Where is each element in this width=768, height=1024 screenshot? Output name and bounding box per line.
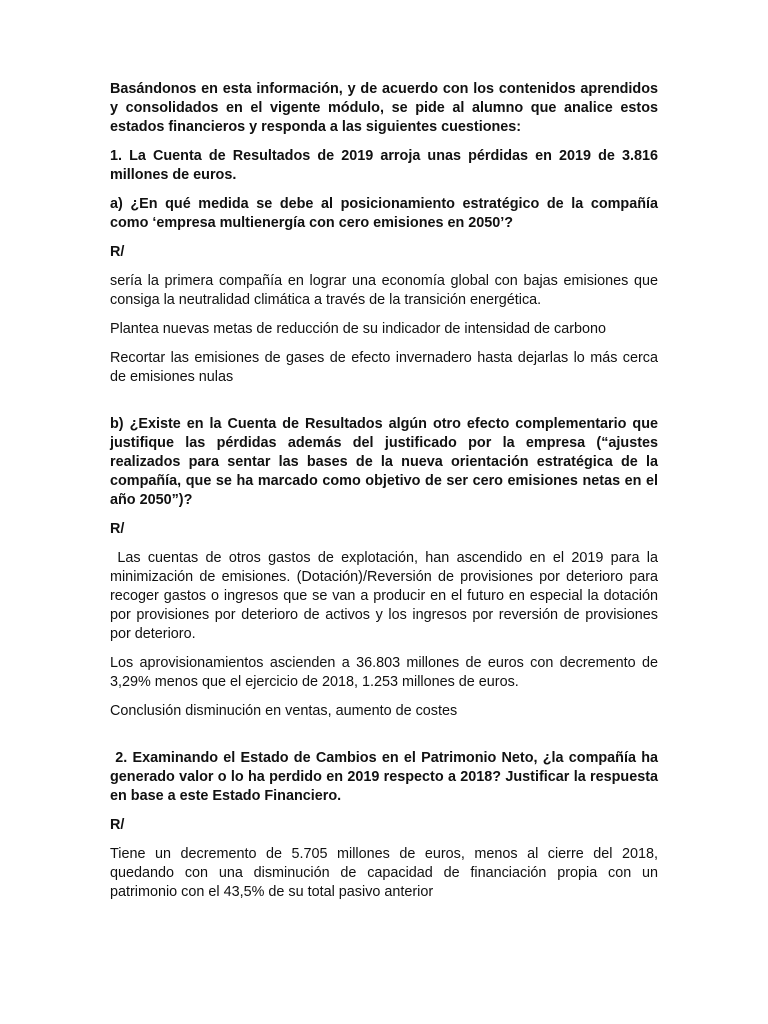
answer-1a-paragraph-2: Plantea nuevas metas de reducción de su indicador de intensidad de carbono [110,321,607,337]
answer-1a-paragraph-3: Recortar las emisiones de gases de efecto invernadero hasta dejarlas lo más cerca de emisiones nulas [110,350,658,385]
answer-label-1b: R/ [110,521,125,537]
document-page [110,80,663,912]
section-spacer [110,731,658,749]
answer-1b-paragraph-2: Los aprovisionamientos ascienden a 36.803 millones de euros con decremento de 3,29% menos que el ejercicio de 2018, 1.253 millones de euros. [110,655,658,690]
answer-1b-paragraph-1: Las cuentas de otros gastos de explotación, han ascendido en el 2019 para la minimización de emisiones. (Dotación)/Reversión de provisiones por deterioro para recoger gastos o ingresos que se van a producir en el futuro en especial la dotación por provisiones por deterioro de activos y los ingresos por reversión de provisiones por deterioro. [110,550,662,642]
intro-paragraph: Basándonos en esta información, y de acuerdo con los contenidos aprendidos y consolidados en el vigente módulo, se pide al alumno que analice estos estados financieros y responda a las siguientes cuestiones: [110,81,658,135]
question-1b: b) ¿Existe en la Cuenta de Resultados algún otro efecto complementario que justifique las pérdidas además del justificado por la empresa (“ajustes realizados para sentar las bases de la nueva orientación estratégica de la compañía, que se ha marcado como objetivo de ser cero emisiones netas en el año 2050”)? [110,416,658,508]
answer-label-2: R/ [110,817,125,833]
answer-2-paragraph-1: Tiene un decremento de 5.705 millones de euros, menos al cierre del 2018, quedando con una disminución de capacidad de financiación propia con un patrimonio con el 43,5% de su total pasivo anterior [110,846,658,900]
question-1-title: 1. La Cuenta de Resultados de 2019 arroja unas pérdidas en 2019 de 3.816 millones de euros. [110,148,658,183]
answer-1b-paragraph-3: Conclusión disminución en ventas, aumento de costes [110,703,458,719]
answer-1a-paragraph-1: sería la primera compañía en lograr una economía global con bajas emisiones que consiga la neutralidad climática a través de la transición energética. [110,273,658,308]
question-2-title: 2. Examinando el Estado de Cambios en el Patrimonio Neto, ¿la compañía ha generado valor o lo ha perdido en 2019 respecto a 2018? Justificar la respuesta en base a este Estado Financiero. [110,750,663,804]
answer-label-1a: R/ [110,244,125,260]
question-1a: a) ¿En qué medida se debe al posicionamiento estratégico de la compañía como ‘empresa multienergía con cero emisiones en 2050’? [110,196,658,231]
section-spacer [110,397,658,415]
